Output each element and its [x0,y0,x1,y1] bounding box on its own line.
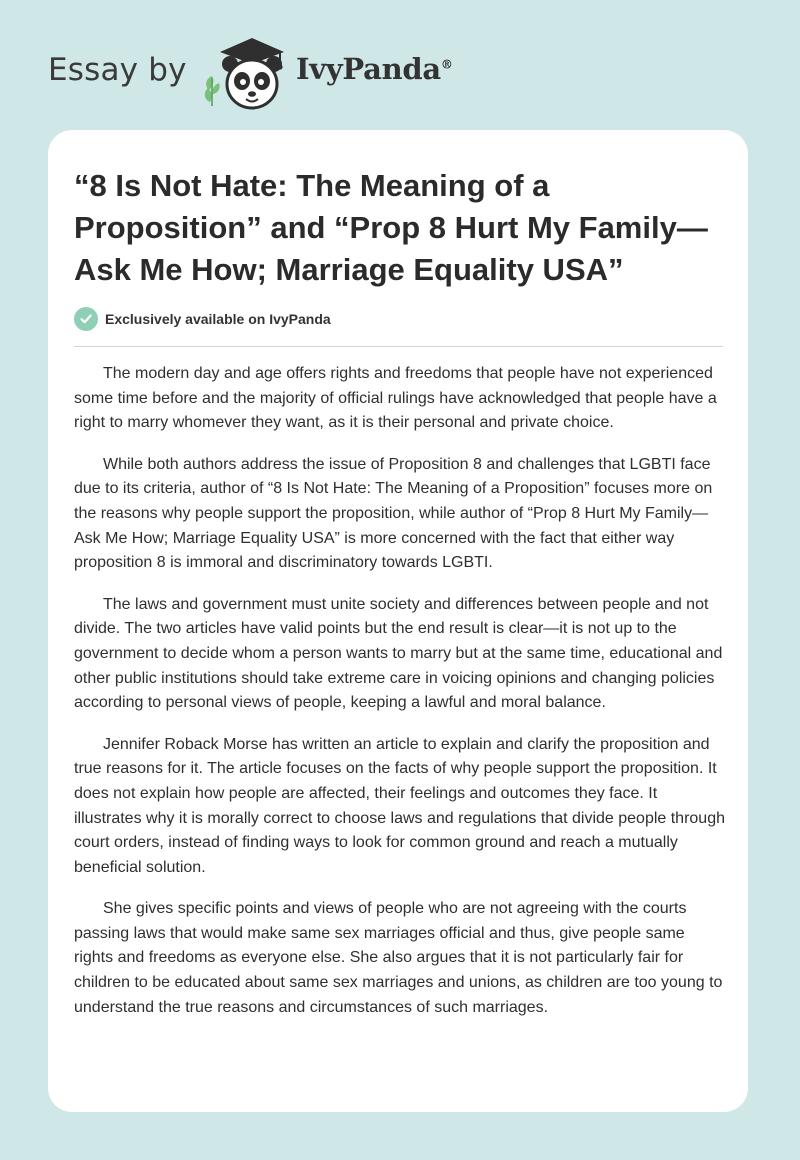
essay-title: “8 Is Not Hate: The Meaning of a Proposition” and “Prop 8 Hurt My Family—Ask Me How; Marriage Equality USA” [74,168,708,287]
essay-body [74,362,726,1037]
panda-logo-icon[interactable] [200,36,292,112]
paragraph: The laws and government must unite society and differences between people and not divide. The two articles have valid points but the end result is clear—it is not up to the government to decide whom a person wants to marry but at the same time, educational and other public institutions should take extreme care in voicing opinions and changing policies according to personal views of people, keeping a lawful and moral balance. [74,595,723,712]
check-circle-icon [74,307,98,331]
paragraph: While both authors address the issue of Proposition 8 and challenges that LGBTI face due to its criteria, author of “8 Is Not Hate: The Meaning of a Proposition” focuses more on the reasons why people support the proposition, while author of “Prop 8 Hurt My Family—Ask Me How; Marriage Equality USA” is more concerned with the fact that either way proposition 8 is immoral and discriminatory towards LGBTI. [74,455,713,572]
exclusive-badge-label: Exclusively available on IvyPanda [105,311,331,327]
essay-by-label: Essay by [48,52,187,88]
leaf-icon [205,76,220,106]
paragraph: The modern day and age offers rights and freedoms that people have not experienced some time before and the majority of official rulings have acknowledged that people have a right to marry whomever they want, as it is their personal and private choice. [74,365,717,432]
title-divider [74,346,723,347]
essay-card [48,130,748,1112]
paragraph: Jennifer Roback Morse has written an article to explain and clarify the proposition and true reasons for it. The article focuses on the facts of why people support the proposition. It does not explain how people are affected, their feelings and outcomes they face. It illustrates why it is morally correct to choose laws and regulations that divide people through court orders, instead of finding ways to look for common ground and reach a mutually beneficial solution. [74,735,725,876]
site-header [0,0,800,130]
paragraph: She gives specific points and views of people who are not agreeing with the courts passing laws that would make same sex marriages official and thus, give people same rights and freedoms as everyone else. She also argues that it is not particularly fair for children to be educated about same sex marriages and unions, as children are too young to understand the true reasons and circumstances of such marriages. [74,900,723,1016]
exclusive-badge [74,306,331,332]
brand-name[interactable]: IvyPanda® [296,52,453,86]
